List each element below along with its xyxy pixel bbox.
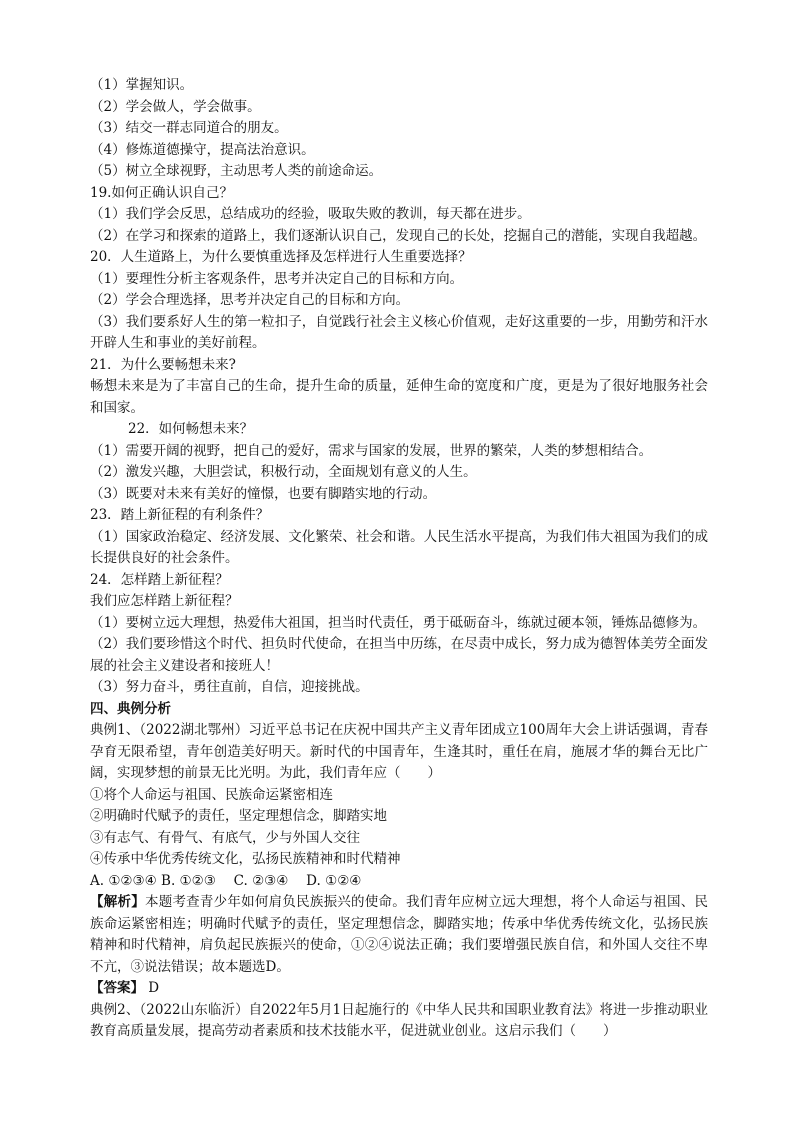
- option-item: ①将个人命运与祖国、民族命运紧密相连: [90, 786, 333, 803]
- text-line: （5）树立全球视野，主动思考人类的前途命运。: [90, 163, 383, 179]
- question-heading: 22．如何畅想未来？: [128, 421, 254, 437]
- question-heading: 23．踏上新征程的有利条件？: [90, 507, 270, 523]
- text-line: （1）掌握知识。: [90, 77, 194, 93]
- example-question: 典例1、（2022湖北鄂州）习近平总书记在庆祝中国共产主义青年团成立100周年大会上讲话强调，青春孕育无限希望，青年创造美好明天。新时代的中国青年，生逢其时，重任在肩，施展才华的舞台无比广阔，实现梦想的前景无比光明。为此，我们青年应（ ）: [90, 722, 708, 781]
- text-line: （1）我们学会反思，总结成功的经验，吸取失败的教训，每天都在进步。: [90, 206, 531, 222]
- text-line: （3）结交一群志同道合的朋友。: [90, 120, 288, 136]
- analysis-text: 本题考查青少年如何肩负民族振兴的使命。我们青年应树立远大理想，将个人命运与祖国、民族命运紧密相连；明确时代赋予的责任，坚定理想信念，脚踏实地；传承中华优秀传统文化，弘扬民族精神和时代精神，肩负起民族振兴的使命，①②④说法正确；我们要增强民族自信，和外国人交往不卑不亢，③说法错误；故本题选D。: [90, 894, 709, 975]
- text-paragraph: （1）国家政治稳定、经济发展、文化繁荣、社会和谐。人民生活水平提高，为我们伟大祖国为我们的成长提供良好的社会条件。: [90, 528, 708, 566]
- text-line: 我们应怎样踏上新征程？: [90, 593, 239, 609]
- text-line: （2）学会做人，学会做事。: [90, 98, 261, 115]
- answer-line: [90, 978, 708, 1000]
- text-paragraph: （3）我们要系好人生的第一粒扣子，自觉践行社会主义核心价值观，走好这重要的一步，用勤劳和汗水开辟人生和事业的美好前程。: [90, 313, 708, 351]
- text-line: （3）既要对未来有美好的憧憬，也要有脚踏实地的行动。: [90, 485, 437, 502]
- text-line: （2）激发兴趣，大胆尝试，积极行动，全面规划有意义的人生。: [90, 464, 477, 480]
- document-page: [90, 75, 708, 1043]
- text-line: （1）需要开阔的视野，把自己的爱好，需求与国家的发展，世界的繁荣，人类的梦想相结合。: [90, 442, 653, 459]
- question-heading: 20．人生道路上，为什么要慎重选择及怎样进行人生重要选择？: [90, 249, 472, 265]
- question-heading: 21．为什么要畅想未来?: [90, 356, 236, 373]
- option-item: ②明确时代赋予的责任，坚定理想信念，脚踏实地: [90, 808, 387, 824]
- text-paragraph: 畅想未来是为了丰富自己的生命，提升生命的质量，延伸生命的宽度和广度，更是为了很好地服务社会和国家。: [90, 378, 708, 416]
- text-paragraph: （2）我们要珍惜这个时代、担负时代使命，在担当中历练，在尽责中成长，努力成为德智体美劳全面发展的社会主义建设者和接班人！: [90, 636, 708, 674]
- text-line: （3）努力奋斗，勇往直前，自信，迎接挑战。: [90, 679, 369, 695]
- section-heading: 四、典例分析: [90, 700, 171, 717]
- text-line: （1）要理性分析主客观条件，思考并决定自己的目标和方向。: [90, 270, 464, 287]
- answer-value: D: [148, 980, 160, 996]
- option-item: ③有志气、有骨气、有底气，少与外国人交往: [90, 829, 360, 846]
- answer-choices: A. ①②③④ B. ①②③ C. ②③④ D. ①②④: [90, 872, 362, 889]
- question-heading: 24．怎样踏上新征程？: [90, 571, 229, 588]
- text-line: （4）修炼道德操守，提高法治意识。: [90, 141, 315, 158]
- text-paragraph: （2）在学习和探索的道路上，我们逐渐认识自己，发现自己的长处，挖掘自己的潜能，实现自我超越。: [90, 227, 707, 244]
- option-item: ④传承中华优秀传统文化，弘扬民族精神和时代精神: [90, 851, 401, 867]
- question-heading: 19.如何正确认识自己？: [90, 184, 233, 201]
- example-question: 典例2、（2022山东临沂）自2022年5月1日起施行的《中华人民共和国职业教育法》将进一步推动职业教育高质量发展，提高劳动者素质和技术技能水平，促进就业创业。这启示我们（ ）: [90, 1001, 708, 1039]
- analysis-label: 【解析】: [90, 894, 145, 910]
- answer-label: 【答案】: [90, 980, 144, 996]
- analysis-paragraph: [90, 892, 708, 978]
- text-line: （2）学会合理选择，思考并决定自己的目标和方向。: [90, 292, 410, 308]
- text-paragraph: （1）要树立远大理想，热爱伟大祖国，担当时代责任，勇于砥砺奋斗，练就过硬本领，锤炼品德修为。: [90, 614, 707, 631]
